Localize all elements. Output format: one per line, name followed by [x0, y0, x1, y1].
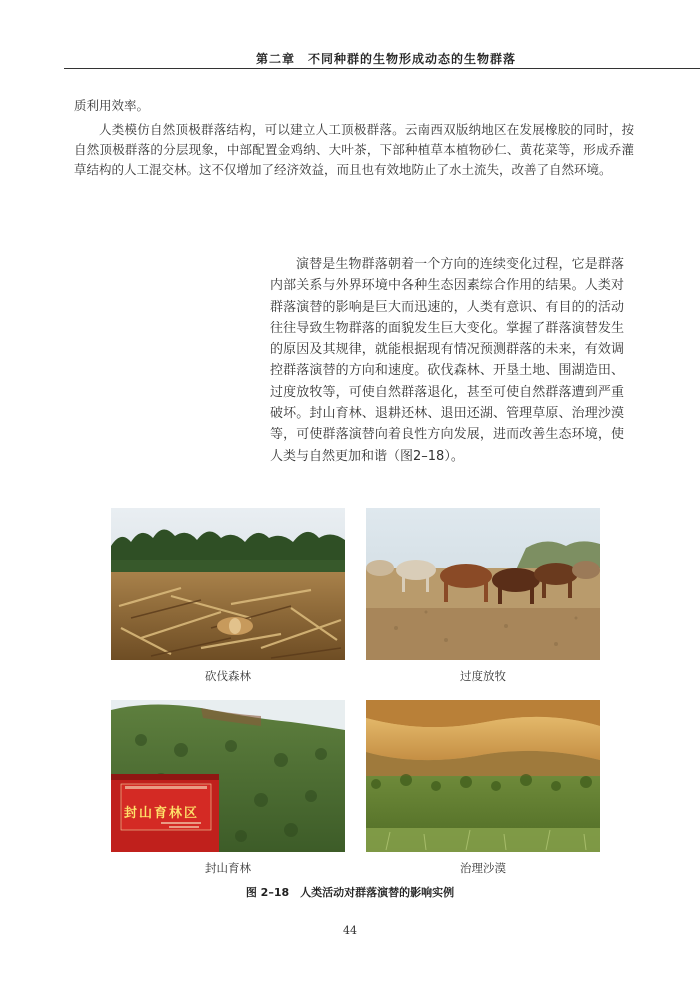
photo-overgrazing: [366, 508, 600, 660]
figure-caption: 图 2–18 人类活动对群落演替的影响实例: [245, 886, 455, 899]
chapter-title: 第二章 不同种群的生物形成动态的生物群落: [256, 52, 517, 66]
photo-desert-control: [366, 700, 600, 852]
photo-caption-afforestation: 封山育林: [205, 861, 251, 875]
paragraph-1: 质利用效率。: [74, 98, 150, 113]
photo-caption-desert-control: 治理沙漠: [460, 861, 506, 875]
page-header: [64, 40, 700, 69]
paragraph-3: 演替是生物群落朝着一个方向的连续变化过程，它是群落内部关系与外界环境中各种生态因素综合作用的结果。人类对群落演替的影响是巨大而迅速的，人类有意识、有目的的活动往往导致生物群落的面貌发生巨大变化。掌握了群落演替发生的原因及其规律，就能根据现有情况预测群落的未来，有效调控群落演替的方向和速度。砍伐森林、开垦土地、围湖造田、过度放牧等，可使自然群落退化，甚至可使自然群落遭到严重破坏。封山育林、退耕还林、退田还湖、管理草原、治理沙漠等，可使群落演替向着良性方向发展，进而改善生态环境，使人类与自然更加和谐（图2–18）。: [270, 257, 624, 464]
photo-caption-overgrazing: 过度放牧: [460, 669, 506, 683]
photo-afforestation: [111, 700, 345, 852]
page-number: 44: [343, 924, 357, 937]
sign-text: 封山育林区: [124, 806, 200, 821]
paragraph-2: 人类模仿自然顶极群落结构，可以建立人工顶极群落。云南西双版纳地区在发展橡胶的同时，按自然顶极群落的分层现象，中部配置金鸡纳、大叶茶，下部种植草本植物砂仁、黄花菜等，形成乔灌草结构的人工混交林。这不仅增加了经济效益，而且也有效地防止了水土流失，改善了自然环境。: [74, 122, 634, 177]
photo-caption-deforestation: 砍伐森林: [205, 669, 251, 683]
photo-deforestation: [111, 508, 345, 660]
